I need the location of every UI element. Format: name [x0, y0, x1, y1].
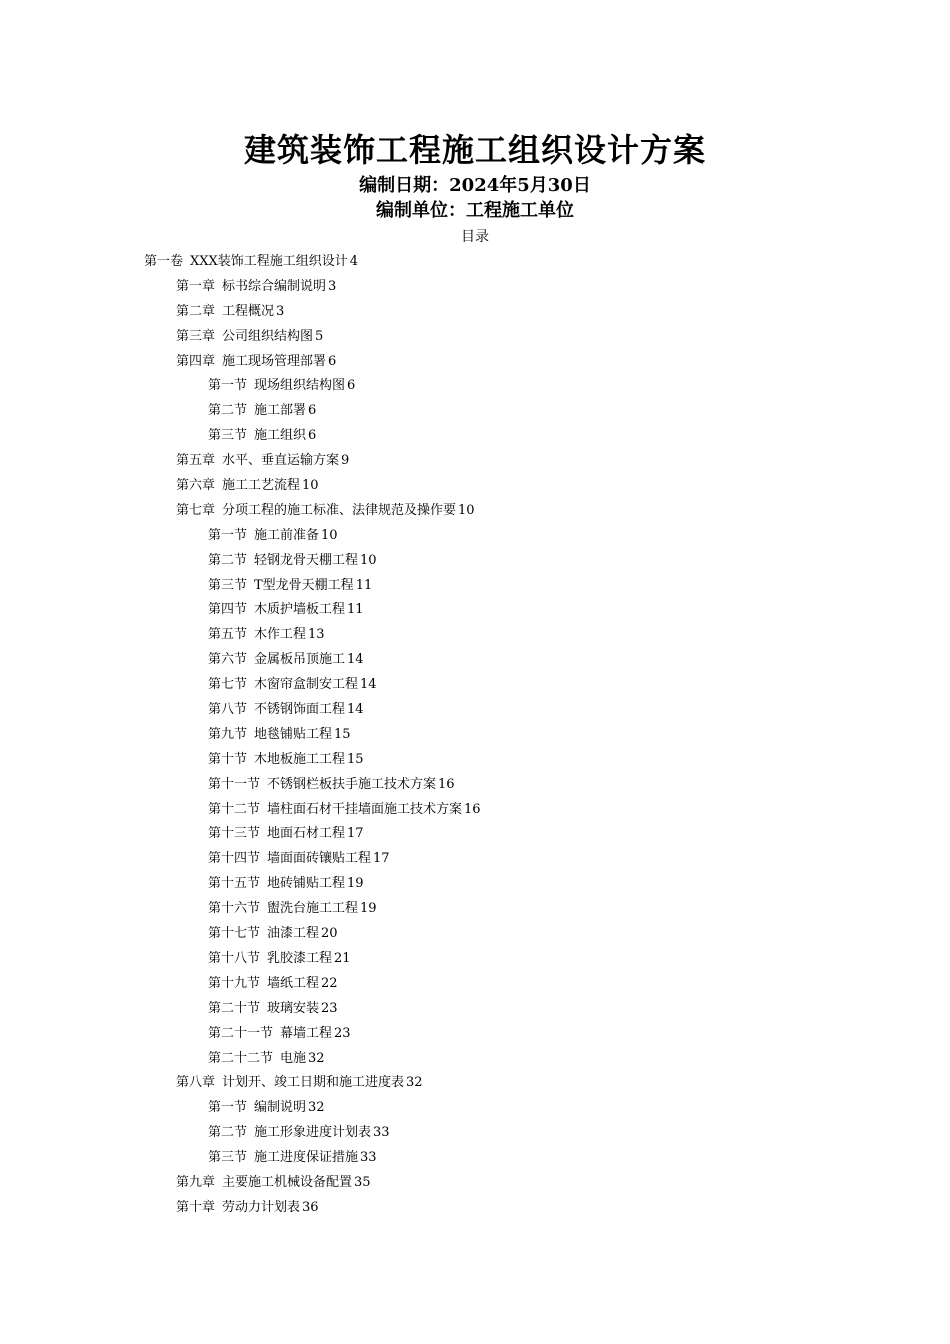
toc-entry-page-number: 6 — [328, 353, 337, 369]
toc-entry-title: 分项工程的施工标准、法律规范及操作要 — [222, 502, 457, 518]
toc-entry-page-number: 3 — [276, 303, 285, 319]
toc-entry-label: 第二十一节 — [208, 1025, 274, 1041]
toc-entry-title: 施工工艺流程 — [222, 478, 301, 494]
toc-entry[interactable] — [0, 424, 950, 449]
toc-entry-page-number: 10 — [321, 527, 338, 543]
toc-entry-page-number: 11 — [347, 602, 364, 618]
toc-entry-label: 第一卷 — [144, 254, 184, 269]
toc-entry-title: 盥洗台施工工程 — [267, 901, 359, 917]
toc-entry-page-number: 32 — [308, 1100, 325, 1116]
toc-entry-title: 玻璃安装 — [267, 1000, 320, 1016]
toc-entry-title: 金属板吊顶施工 — [254, 652, 346, 668]
toc-heading: 目录 — [461, 229, 489, 245]
toc-entry[interactable] — [0, 847, 950, 872]
toc-entry[interactable] — [0, 374, 950, 399]
toc-entry-label: 第二十节 — [208, 1000, 261, 1016]
toc-entry-page-number: 16 — [438, 776, 455, 792]
toc-entry-title: 木作工程 — [254, 627, 307, 643]
toc-entry-page-number: 21 — [334, 950, 351, 966]
toc-entry-page-number: 17 — [373, 851, 390, 867]
toc-entry[interactable] — [0, 524, 950, 549]
toc-entry-title: 施工进度保证措施 — [254, 1150, 359, 1166]
toc-entry[interactable] — [0, 1022, 950, 1047]
toc-entry-label: 第十七节 — [208, 926, 261, 942]
toc-entry[interactable] — [0, 474, 950, 499]
toc-entry[interactable] — [0, 598, 950, 623]
toc-entry-label: 第八节 — [208, 702, 248, 718]
toc-entry-title: 墙纸工程 — [267, 975, 320, 991]
toc-entry-title: 墙柱面石材干挂墙面施工技术方案 — [267, 801, 463, 817]
toc-entry-label: 第六节 — [208, 652, 248, 668]
toc-entry-label: 第二节 — [208, 403, 248, 419]
toc-entry[interactable] — [0, 574, 950, 599]
toc-entry-label: 第十五节 — [208, 876, 261, 892]
toc-entry-title: 不锈钢饰面工程 — [254, 702, 346, 718]
toc-entry-page-number: 36 — [302, 1199, 319, 1215]
toc-entry-label: 第十章 — [176, 1199, 216, 1215]
toc-entry[interactable] — [0, 1146, 950, 1171]
toc-entry-label: 第一节 — [208, 1100, 248, 1116]
toc-entry[interactable] — [0, 673, 950, 698]
toc-entry-title: 工程概况 — [222, 303, 275, 319]
toc-entry-title: 木地板施工工程 — [254, 751, 346, 767]
toc-entry-page-number: 3 — [328, 278, 337, 294]
toc-entry-title: 施工形象进度计划表 — [254, 1125, 372, 1141]
toc-entry-page-number: 33 — [360, 1150, 377, 1166]
toc-entry-page-number: 10 — [458, 502, 475, 518]
toc-entry-label: 第九节 — [208, 726, 248, 742]
toc-entry-title: 木质护墙板工程 — [254, 602, 346, 618]
toc-entry[interactable] — [0, 1047, 950, 1072]
toc-entry-title: 施工部署 — [254, 403, 307, 419]
toc-entry[interactable] — [0, 947, 950, 972]
toc-entry-title: 地毯铺贴工程 — [254, 726, 333, 742]
toc-entry-page-number: 6 — [308, 428, 317, 444]
toc-entry-title: 幕墙工程 — [280, 1025, 333, 1041]
toc-entry-title: 编制说明 — [254, 1100, 307, 1116]
toc-entry-title: 劳动力计划表 — [222, 1199, 301, 1215]
table-of-contents — [0, 250, 950, 1221]
toc-entry-page-number: 5 — [315, 328, 324, 344]
toc-entry-page-number: 16 — [464, 801, 481, 817]
toc-entry-label: 第十节 — [208, 751, 248, 767]
toc-entry-label: 第三节 — [208, 577, 248, 593]
toc-entry-page-number: 22 — [321, 975, 338, 991]
toc-entry[interactable] — [0, 922, 950, 947]
toc-entry-label: 第三节 — [208, 428, 248, 444]
toc-entry-title: 施工现场管理部署 — [222, 353, 327, 369]
toc-entry-label: 第十九节 — [208, 975, 261, 991]
toc-entry[interactable] — [0, 872, 950, 897]
toc-entry-title: T型龙骨天棚工程 — [254, 577, 354, 593]
toc-entry-title: 标书综合编制说明 — [222, 278, 327, 294]
toc-entry-page-number: 9 — [341, 453, 350, 469]
toc-entry-page-number: 14 — [360, 677, 377, 693]
toc-entry-page-number: 14 — [347, 652, 364, 668]
toc-entry-title: 电施 — [280, 1050, 307, 1066]
toc-entry[interactable] — [0, 897, 950, 922]
toc-entry-title: 墙面面砖镶贴工程 — [267, 851, 372, 867]
toc-entry-title: 计划开、竣工日期和施工进度表 — [222, 1075, 405, 1091]
toc-entry-label: 第五节 — [208, 627, 248, 643]
toc-entry[interactable] — [0, 648, 950, 673]
toc-entry-title: 地面石材工程 — [267, 826, 346, 842]
toc-entry[interactable] — [0, 399, 950, 424]
toc-entry-title: XXX装饰工程施工组织设计 — [190, 254, 348, 269]
toc-entry-page-number: 23 — [334, 1025, 351, 1041]
toc-entry-title: 施工组织 — [254, 428, 307, 444]
toc-entry-page-number: 6 — [347, 378, 356, 394]
toc-entry-label: 第二节 — [208, 552, 248, 568]
toc-entry-page-number: 17 — [347, 826, 364, 842]
toc-entry[interactable] — [0, 1096, 950, 1121]
toc-entry-label: 第四节 — [208, 602, 248, 618]
toc-entry-page-number: 6 — [308, 403, 317, 419]
toc-entry-label: 第二章 — [176, 303, 216, 319]
toc-entry-label: 第十二节 — [208, 801, 261, 817]
toc-entry-page-number: 19 — [360, 901, 377, 917]
toc-entry-title: 主要施工机械设备配置 — [222, 1174, 353, 1190]
toc-entry[interactable] — [0, 822, 950, 847]
toc-entry-page-number: 19 — [347, 876, 364, 892]
toc-entry-label: 第十六节 — [208, 901, 261, 917]
toc-entry[interactable] — [0, 275, 950, 300]
toc-entry-label: 第六章 — [176, 478, 216, 494]
toc-entry-title: 水平、垂直运输方案 — [222, 453, 340, 469]
toc-entry-label: 第十一节 — [208, 776, 261, 792]
toc-entry-page-number: 23 — [321, 1000, 338, 1016]
toc-entry[interactable] — [0, 499, 950, 524]
toc-entry-title: 乳胶漆工程 — [267, 950, 333, 966]
toc-entry[interactable] — [0, 350, 950, 375]
compile-unit: 编制单位：工程施工单位 — [376, 200, 574, 221]
toc-entry-page-number: 4 — [349, 254, 359, 269]
toc-entry-label: 第三章 — [176, 328, 216, 344]
toc-entry-label: 第二十二节 — [208, 1050, 274, 1066]
document-title: 建筑装饰工程施工组织设计方案 — [243, 131, 706, 169]
toc-entry-title: 地砖铺贴工程 — [267, 876, 346, 892]
toc-entry-page-number: 11 — [355, 577, 373, 593]
toc-entry-label: 第十八节 — [208, 950, 261, 966]
toc-entry[interactable] — [0, 549, 950, 574]
toc-entry-page-number: 35 — [354, 1174, 371, 1190]
toc-entry[interactable] — [0, 773, 950, 798]
toc-entry[interactable] — [0, 449, 950, 474]
toc-entry-title: 木窗帘盒制安工程 — [254, 677, 359, 693]
toc-entry-title: 轻钢龙骨天棚工程 — [254, 552, 359, 568]
toc-entry-label: 第九章 — [176, 1174, 216, 1190]
toc-entry-label: 第十三节 — [208, 826, 261, 842]
toc-entry[interactable] — [0, 300, 950, 325]
toc-entry[interactable] — [0, 698, 950, 723]
toc-entry-page-number: 20 — [321, 926, 338, 942]
toc-entry[interactable] — [0, 325, 950, 350]
toc-entry-title: 公司组织结构图 — [222, 328, 314, 344]
toc-entry-label: 第四章 — [176, 353, 216, 369]
toc-entry-title: 现场组织结构图 — [254, 378, 346, 394]
toc-entry-page-number: 15 — [334, 726, 351, 742]
toc-entry-label: 第一章 — [176, 278, 216, 294]
toc-entry[interactable] — [0, 1171, 950, 1196]
toc-entry-label: 第一节 — [208, 527, 248, 543]
toc-entry-label: 第三节 — [208, 1150, 248, 1166]
toc-entry[interactable] — [0, 798, 950, 823]
toc-entry-page-number: 33 — [373, 1125, 390, 1141]
toc-entry-page-number: 32 — [406, 1075, 423, 1091]
toc-entry[interactable] — [0, 1121, 950, 1146]
toc-entry[interactable] — [0, 723, 950, 748]
toc-entry[interactable] — [0, 1196, 950, 1221]
toc-entry[interactable] — [0, 972, 950, 997]
toc-entry-label: 第八章 — [176, 1075, 216, 1091]
compile-date: 编制日期：2024年5月30日 — [359, 175, 591, 196]
toc-entry-page-number: 13 — [308, 627, 325, 643]
toc-entry-title: 油漆工程 — [267, 926, 320, 942]
toc-entry-title: 不锈钢栏板扶手施工技术方案 — [267, 776, 437, 792]
toc-entry[interactable] — [0, 748, 950, 773]
toc-entry-label: 第十四节 — [208, 851, 261, 867]
toc-entry-label: 第七章 — [176, 502, 216, 518]
toc-entry-label: 第一节 — [208, 378, 248, 394]
toc-entry-label: 第二节 — [208, 1125, 248, 1141]
toc-entry-page-number: 15 — [347, 751, 364, 767]
toc-entry-label: 第七节 — [208, 677, 248, 693]
toc-entry-label: 第五章 — [176, 453, 216, 469]
toc-entry[interactable] — [0, 997, 950, 1022]
toc-entry-title: 施工前准备 — [254, 527, 320, 543]
toc-entry-page-number: 10 — [302, 478, 319, 494]
toc-entry[interactable] — [0, 1071, 950, 1096]
toc-entry-page-number: 14 — [347, 702, 364, 718]
toc-entry-page-number: 32 — [308, 1050, 325, 1066]
toc-entry-page-number: 10 — [360, 552, 377, 568]
toc-entry[interactable] — [0, 250, 950, 275]
toc-entry[interactable] — [0, 623, 950, 648]
